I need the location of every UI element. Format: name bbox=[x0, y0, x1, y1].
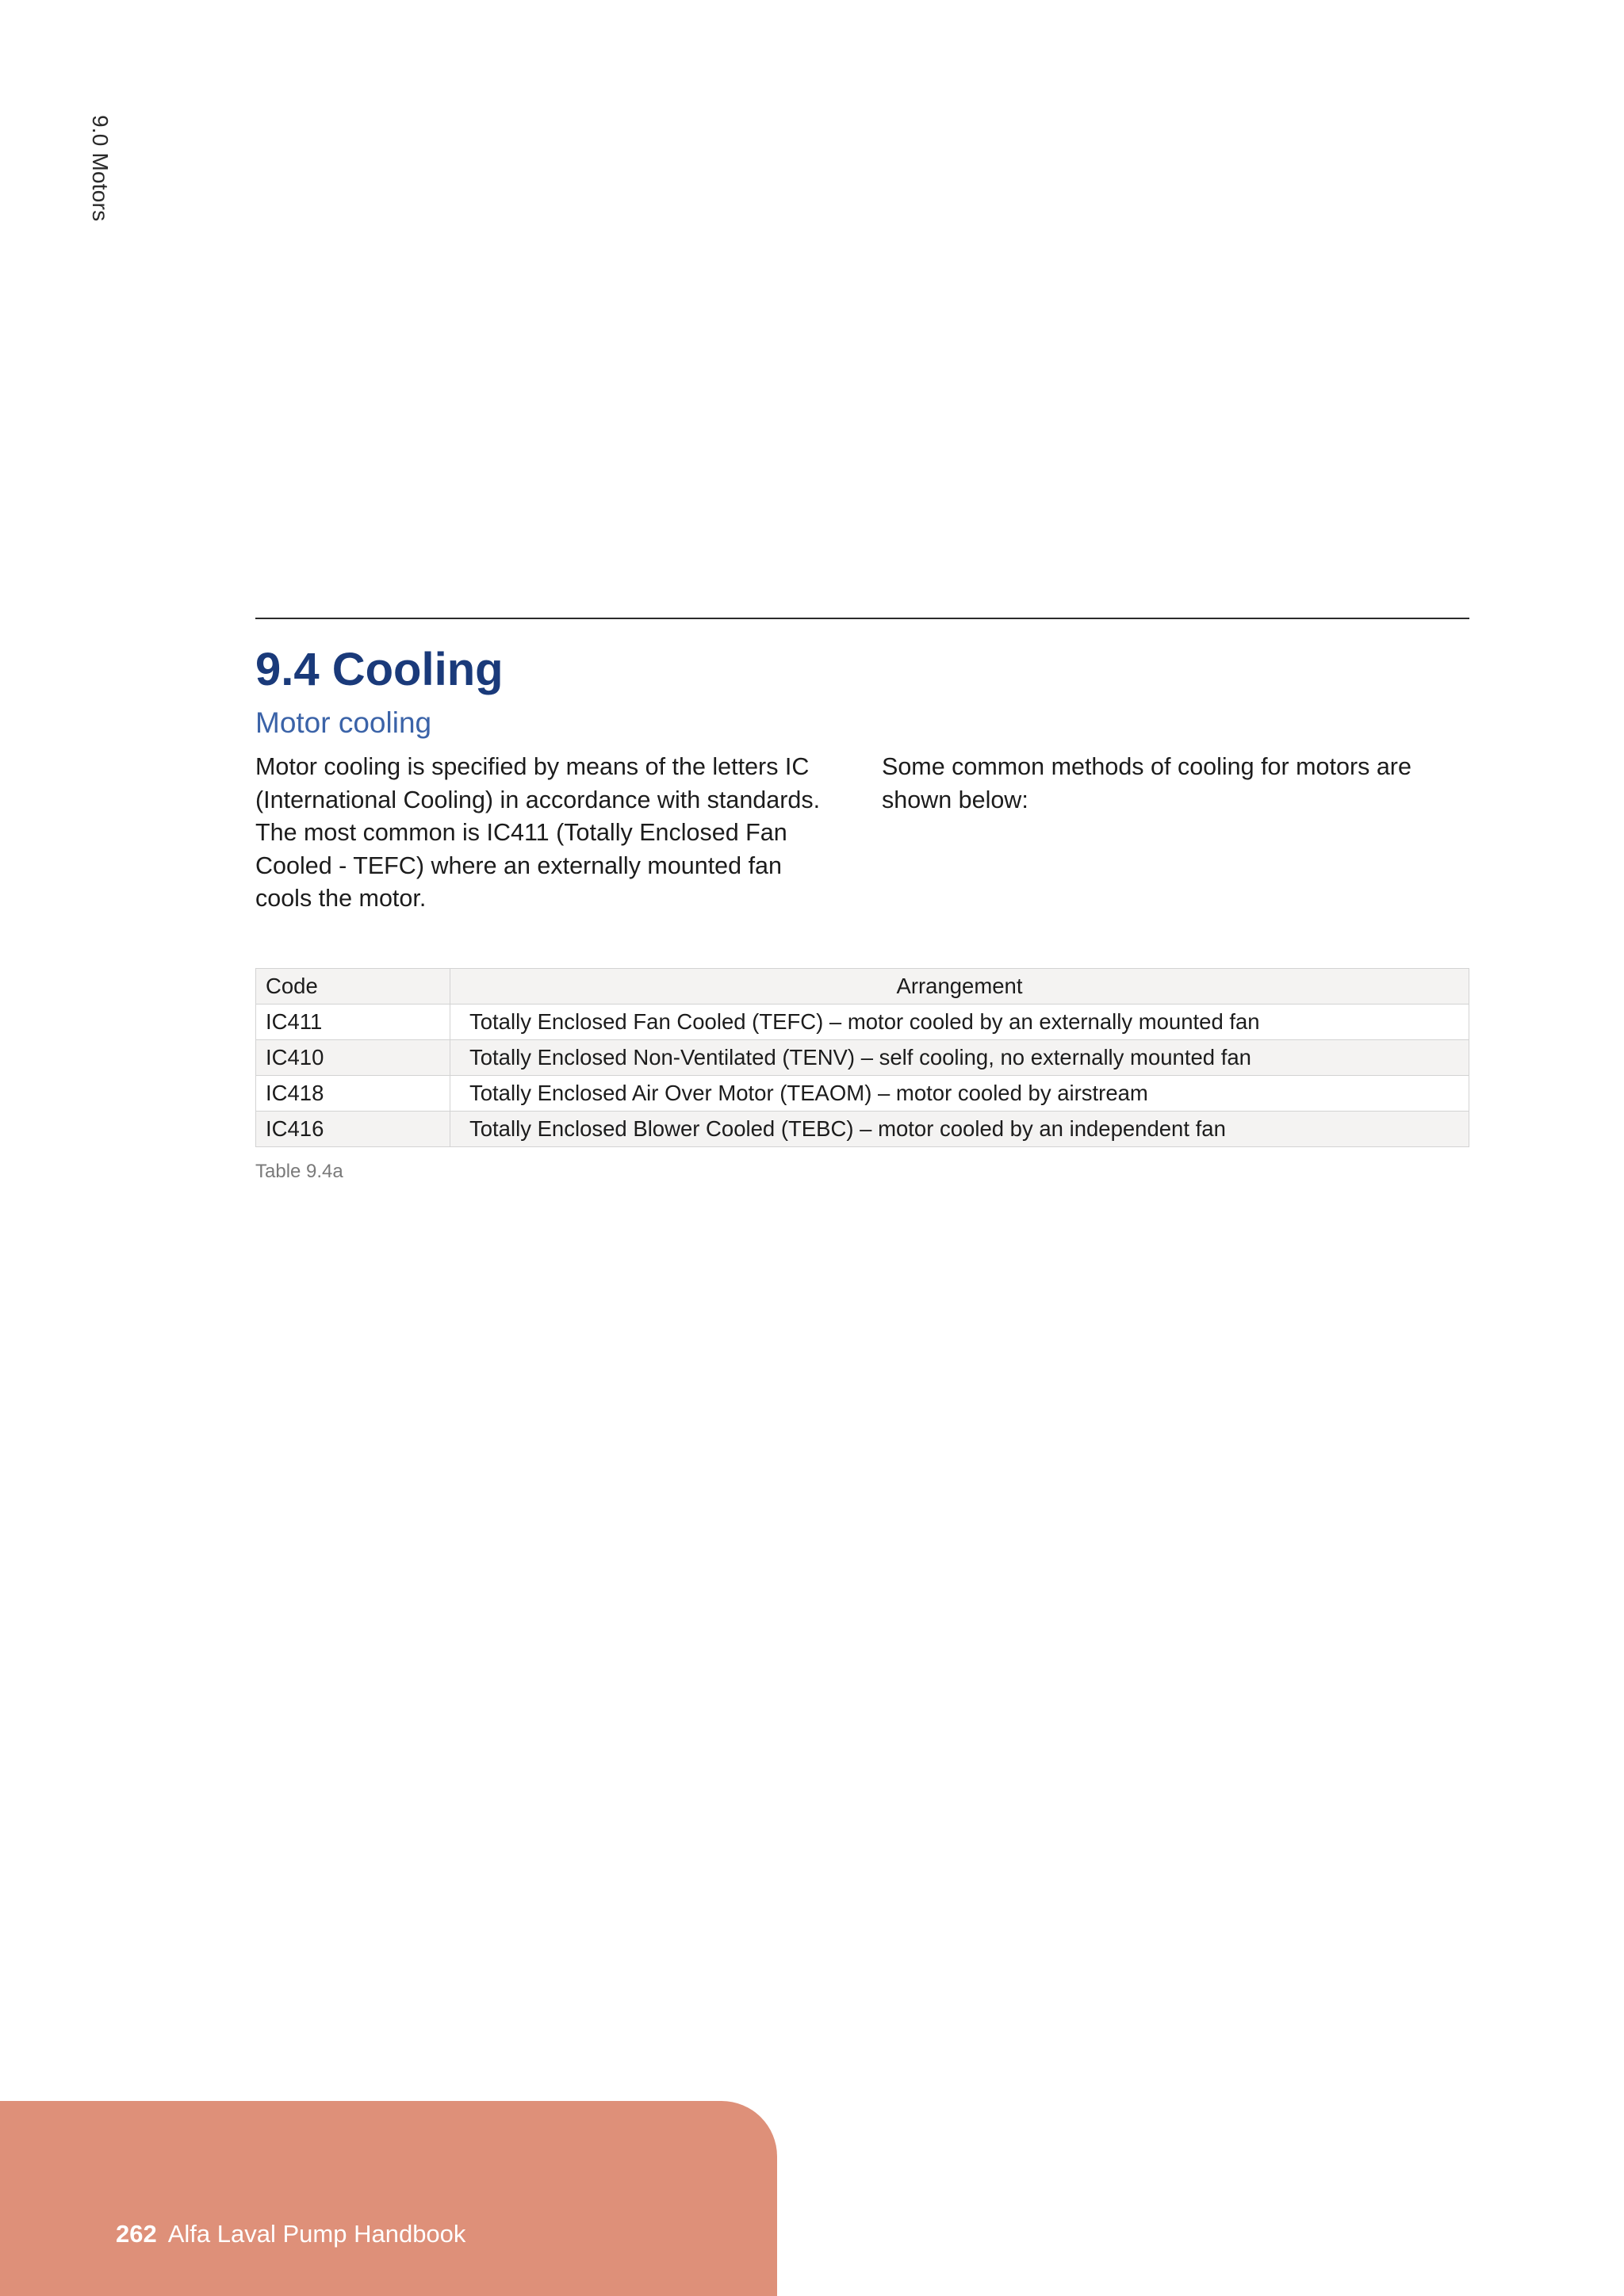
cell-code: IC416 bbox=[256, 1112, 450, 1147]
column-header-code: Code bbox=[256, 969, 450, 1004]
section-title: 9.4 Cooling bbox=[255, 644, 504, 695]
intro-paragraph: Motor cooling is specified by means of the letters IC (International Cooling) in accordance with standards. The most common is IC411 (Totally Enclosed Fan Cooled - TEFC) where an externally mounted fan cools the motor. bbox=[255, 753, 821, 912]
chapter-side-label: 9.0 Motors bbox=[88, 115, 113, 222]
section-subtitle: Motor cooling bbox=[255, 706, 432, 739]
column-header-arrangement: Arrangement bbox=[450, 969, 1469, 1004]
cell-code: IC411 bbox=[256, 1004, 450, 1040]
book-title: Alfa Laval Pump Handbook bbox=[167, 2220, 466, 2248]
cooling-methods-table bbox=[255, 968, 1469, 1147]
cell-arrangement: Totally Enclosed Non-Ventilated (TENV) – self cooling, no externally mounted fan bbox=[450, 1040, 1469, 1076]
table-row bbox=[256, 1112, 1469, 1147]
cell-arrangement: Totally Enclosed Blower Cooled (TEBC) – motor cooled by an independent fan bbox=[450, 1112, 1469, 1147]
table-row bbox=[256, 1076, 1469, 1112]
methods-paragraph: Some common methods of cooling for motors are shown below: bbox=[882, 753, 1411, 813]
page-footer bbox=[116, 2220, 465, 2248]
table-caption: Table 9.4a bbox=[255, 1161, 343, 1182]
table-row bbox=[256, 1040, 1469, 1076]
cell-code: IC410 bbox=[256, 1040, 450, 1076]
page-number: 262 bbox=[116, 2220, 157, 2248]
section-divider bbox=[255, 618, 1469, 619]
cell-arrangement: Totally Enclosed Air Over Motor (TEAOM) – motor cooled by airstream bbox=[450, 1076, 1469, 1112]
cell-code: IC418 bbox=[256, 1076, 450, 1112]
cell-arrangement: Totally Enclosed Fan Cooled (TEFC) – motor cooled by an externally mounted fan bbox=[450, 1004, 1469, 1040]
footer-tab bbox=[0, 2101, 777, 2296]
table-row bbox=[256, 1004, 1469, 1040]
table-header-row bbox=[256, 969, 1469, 1004]
